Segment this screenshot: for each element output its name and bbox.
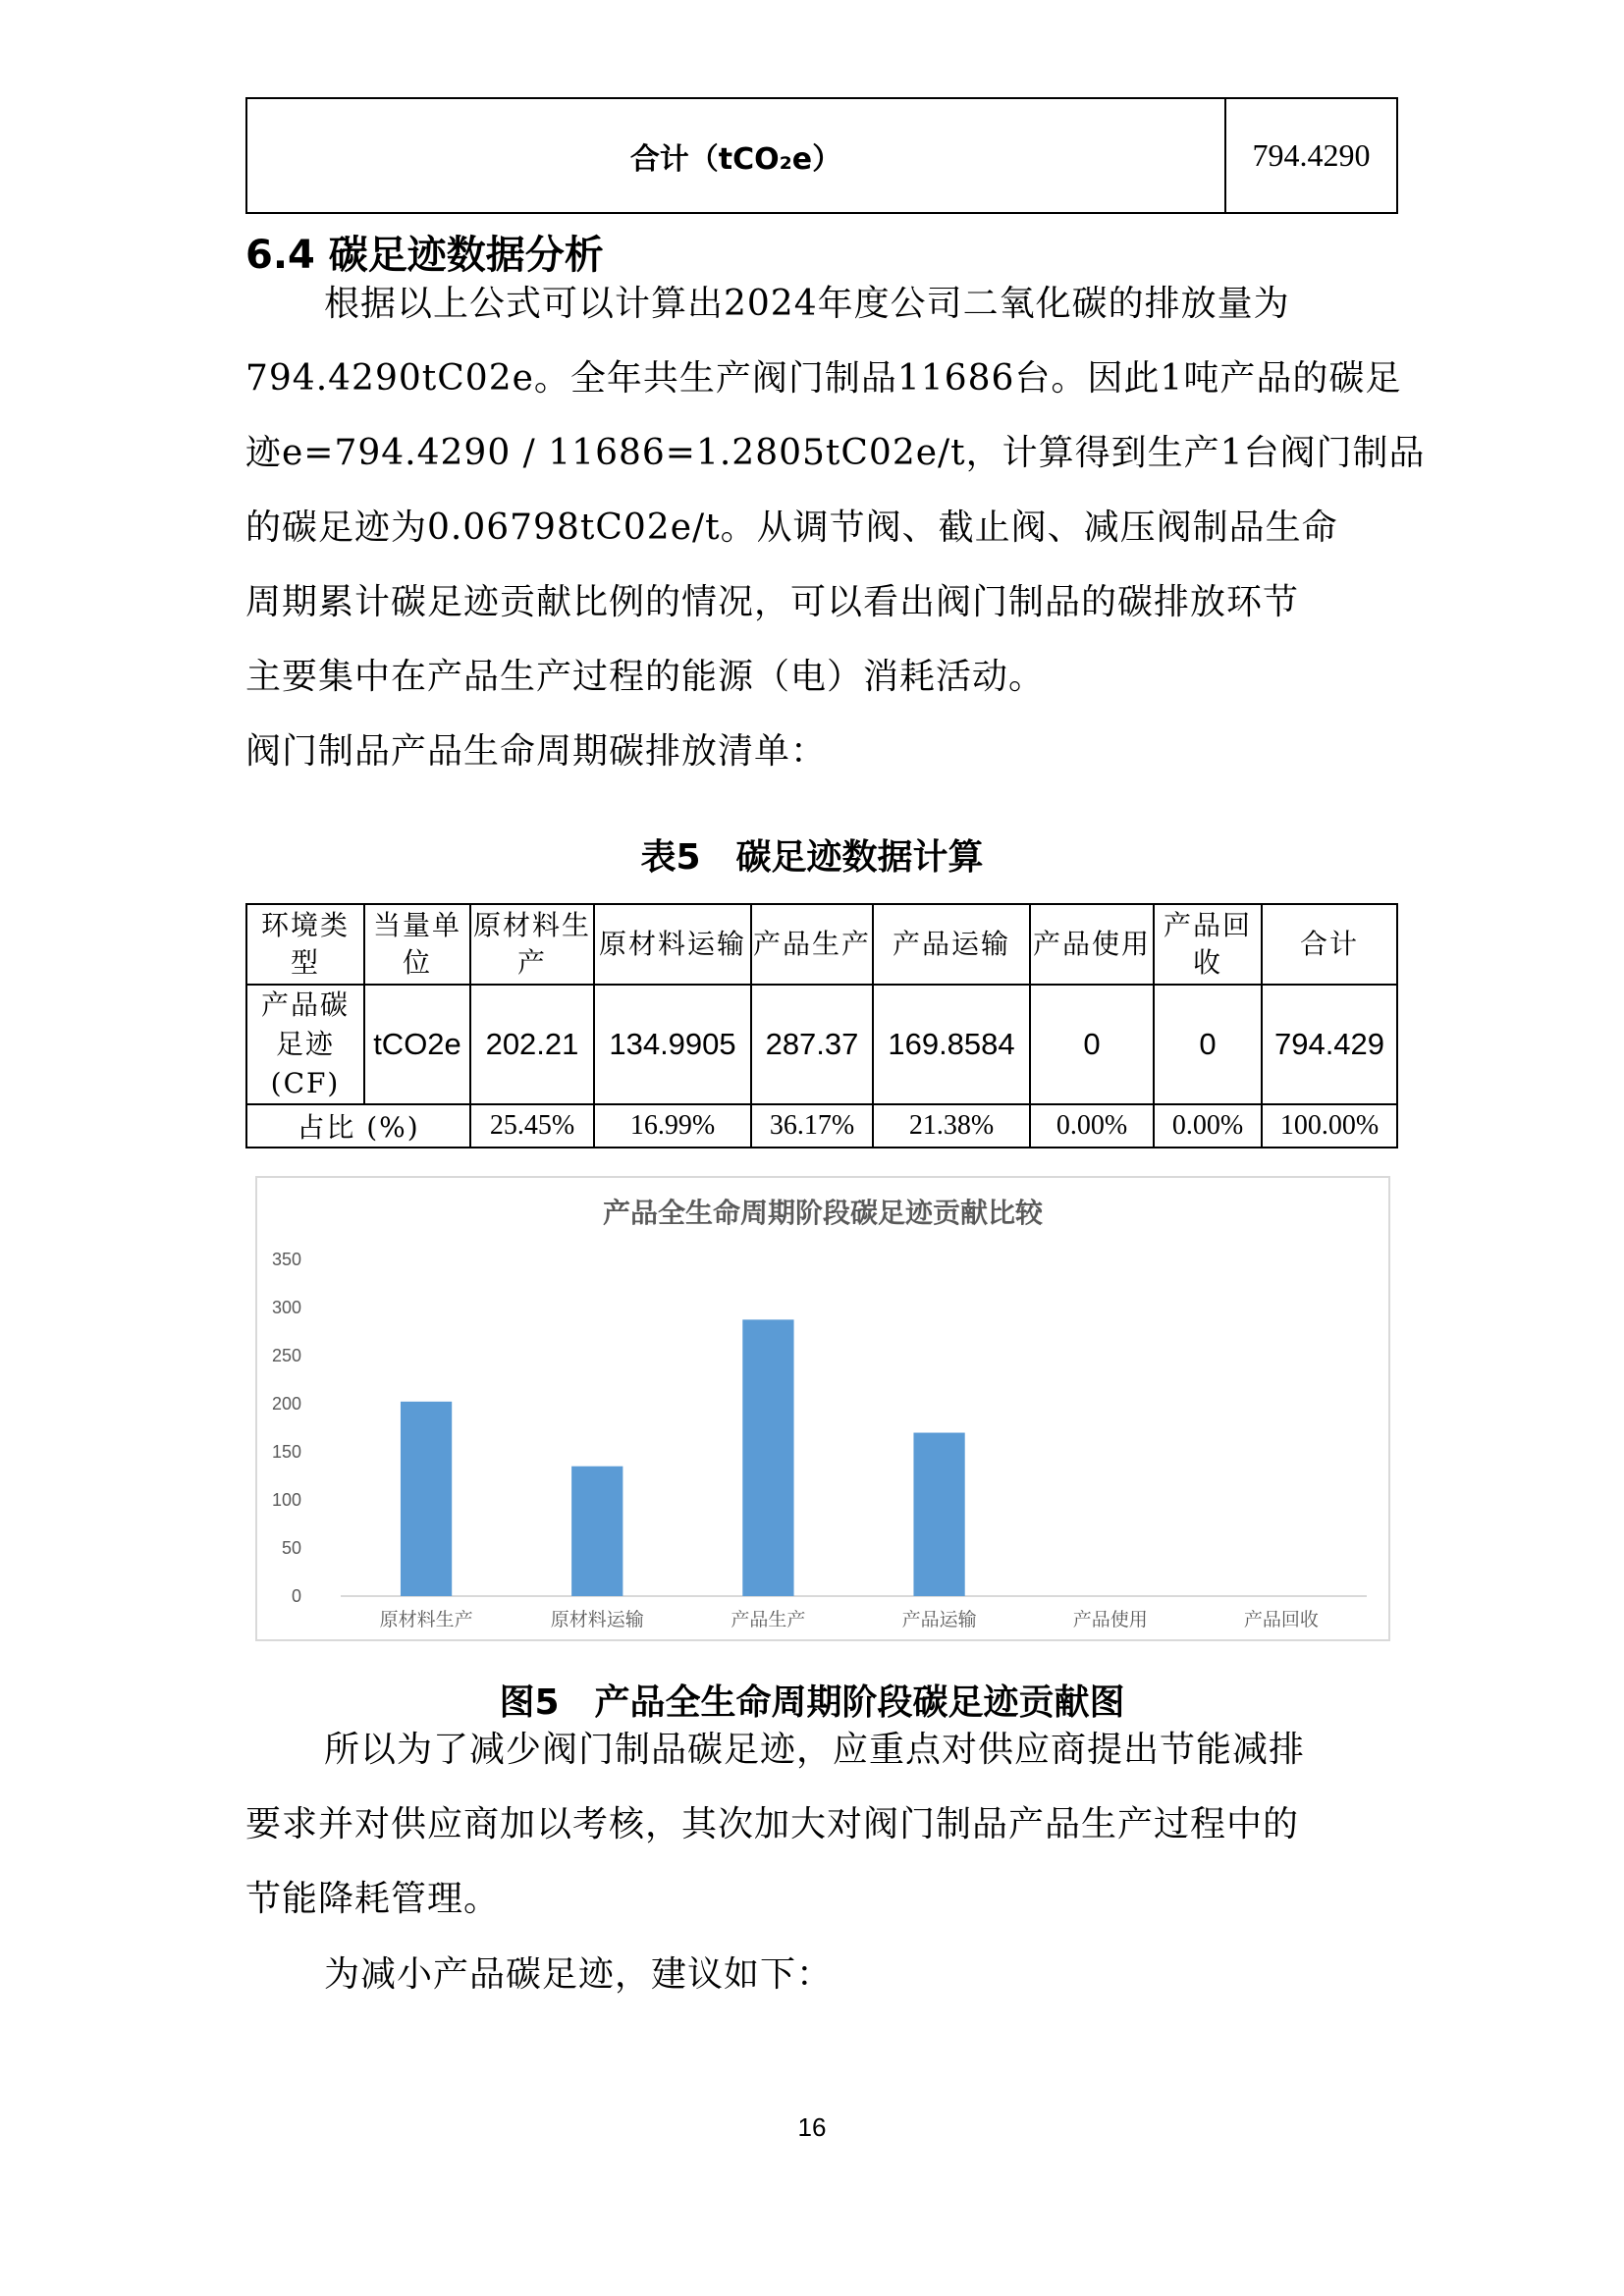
paragraph-line: 周期累计碳足迹贡献比例的情况，可以看出阀门制品的碳排放环节 <box>245 582 1300 622</box>
table-header-row <box>246 904 1397 985</box>
bar <box>742 1319 793 1596</box>
value-cell: 169.8584 <box>873 985 1030 1104</box>
table-row <box>246 1104 1397 1148</box>
cf-label-cell <box>246 985 364 1104</box>
pct-cell: 0.00% <box>1154 1104 1262 1148</box>
suggestion-paragraph <box>245 1938 1404 2012</box>
carbon-footprint-table <box>245 903 1398 1148</box>
chart-svg <box>257 1178 1388 1639</box>
table-row <box>246 985 1397 1104</box>
value-cell: 0 <box>1030 985 1154 1104</box>
paragraph-line: 所以为了减少阀门制品碳足迹，应重点对供应商提出节能减排 <box>324 1730 1306 1770</box>
value-cell: 287.37 <box>751 985 873 1104</box>
header-cell: 产品生产 <box>751 904 873 985</box>
chart-title: 产品全生命周期阶段碳足迹贡献比较 <box>602 1197 1044 1229</box>
pct-cell: 25.45% <box>470 1104 594 1148</box>
x-tick-label: 产品回收 <box>1243 1609 1319 1630</box>
page-number: 16 <box>797 2112 827 2142</box>
header-cell: 合计 <box>1262 904 1397 985</box>
bar <box>571 1467 623 1596</box>
header-cell: 当量单位 <box>364 904 470 985</box>
header-cell: 原材料运输 <box>594 904 751 985</box>
paragraph-line: 根据以上公式可以计算出2024年度公司二氧化碳的排放量为 <box>324 284 1290 324</box>
value-cell: 134.9905 <box>594 985 751 1104</box>
pct-cell: 36.17% <box>751 1104 873 1148</box>
table-caption: 表5 碳足迹数据计算 <box>640 837 984 878</box>
y-tick-label: 100 <box>271 1490 301 1510</box>
cf-label-line: 产品碳 <box>260 988 350 1021</box>
y-tick-label: 50 <box>281 1538 301 1558</box>
header-cell: 产品运输 <box>873 904 1030 985</box>
x-tick-label: 产品使用 <box>1072 1609 1148 1630</box>
header-cell: 环境类型 <box>246 904 364 985</box>
bar <box>913 1433 964 1596</box>
y-tick-label: 150 <box>271 1442 301 1462</box>
unit-cell: tCO2e <box>364 985 470 1104</box>
pct-cell: 16.99% <box>594 1104 751 1148</box>
pct-cell: 100.00% <box>1262 1104 1397 1148</box>
paragraph-line: 节能降耗管理。 <box>245 1879 501 1919</box>
paragraph-line: 的碳足迹为0.06798tC02e/t。从调节阀、截止阀、减压阀制品生命 <box>245 507 1338 548</box>
paragraph-line: 阀门制品产品生命周期碳排放清单： <box>245 731 828 772</box>
y-tick-label: 0 <box>291 1586 301 1606</box>
x-tick-label: 原材料运输 <box>550 1609 644 1630</box>
paragraph-line: 迹e=794.4290 / 11686=1.2805tC02e/t，计算得到生产1台阀门制品 <box>245 433 1426 473</box>
x-tick-label: 原材料生产 <box>379 1609 473 1630</box>
section-heading: 6.4 碳足迹数据分析 <box>245 233 604 278</box>
y-tick-label: 250 <box>271 1346 301 1365</box>
value-cell: 794.429 <box>1262 985 1397 1104</box>
header-cell: 原材料生产 <box>470 904 594 985</box>
x-tick-label: 产品运输 <box>901 1609 977 1630</box>
value-cell: 202.21 <box>470 985 594 1104</box>
header-cell: 产品回收 <box>1154 904 1262 985</box>
total-label: 合计（tCO₂e） <box>246 98 1225 213</box>
conclusion-paragraph <box>245 1713 1404 1937</box>
cf-label-line: (CF) <box>270 1067 341 1099</box>
header-cell: 产品使用 <box>1030 904 1154 985</box>
total-value: 794.4290 <box>1225 98 1397 213</box>
paragraph-line: 要求并对供应商加以考核，其次加大对阀门制品产品生产过程中的 <box>245 1804 1300 1844</box>
y-tick-label: 300 <box>271 1298 301 1317</box>
y-tick-label: 350 <box>271 1250 301 1269</box>
x-tick-label: 产品生产 <box>731 1609 806 1630</box>
chart-bars <box>401 1319 965 1596</box>
total-table <box>245 97 1398 214</box>
y-tick-label: 200 <box>271 1394 301 1414</box>
paragraph-line: 为减小产品碳足迹，建议如下： <box>324 1954 834 1995</box>
analysis-paragraph <box>245 267 1426 789</box>
pct-cell: 0.00% <box>1030 1104 1154 1148</box>
pct-cell: 21.38% <box>873 1104 1030 1148</box>
bar <box>401 1402 452 1596</box>
cf-label-line: 足迹 <box>275 1028 335 1060</box>
bar-chart <box>255 1176 1390 1641</box>
figure-caption: 图5 产品全生命周期阶段碳足迹贡献图 <box>499 1682 1125 1723</box>
value-cell: 0 <box>1154 985 1262 1104</box>
paragraph-line: 794.4290tC02e。全年共生产阀门制品11686台。因此1吨产品的碳足 <box>245 358 1402 399</box>
paragraph-line: 主要集中在产品生产过程的能源（电）消耗活动。 <box>245 657 1046 697</box>
pct-label-cell: 占比 (%) <box>246 1104 470 1148</box>
